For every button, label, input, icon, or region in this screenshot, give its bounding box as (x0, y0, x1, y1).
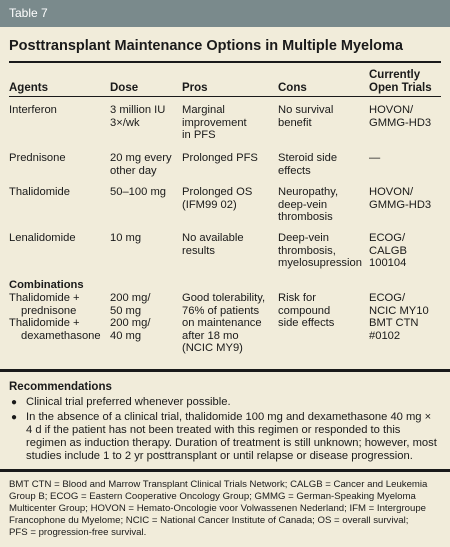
row-thalidomide-agent: Thalidomide (9, 186, 70, 198)
combo-dose-3: 200 mg/ (110, 317, 151, 329)
combo-agent-3: Thalidomide + (9, 317, 80, 329)
combo-dose-1: 200 mg/ (110, 292, 151, 304)
combo-dose-4: 40 mg (110, 329, 142, 342)
title-rule (9, 61, 441, 63)
combo-trials-2: NCIC MY10 (369, 304, 429, 317)
row-prednisone-cons-2: effects (278, 164, 311, 177)
table-bottom-rule (0, 369, 450, 372)
recommendations-bottom-rule (0, 469, 450, 472)
footnote-line-4: Francophone du Myelome; NCIC = National Cancer Institute of Canada; OS = overall survival; (9, 515, 409, 526)
row-interferon-pros-1: Marginal (182, 104, 225, 116)
footnote-line-3: Multicenter Group; HOVON = Hemato-Oncologie voor Volwassenen Nederland; IFM = Intergroupe (9, 503, 426, 514)
recommendation-item-2: In the absence of a clinical trial, thalidomide 100 mg and dexamethasone 40 mg × 4 d if the patient has not been treated with this regimen or responded to this regimen as induction therapy. Duration of treatment is still unknown; however, most studies include 1 to 2 yr posttransplant or until relapse or disease progression. (26, 411, 437, 462)
row-interferon-trials-2: GMMG-HD3 (369, 116, 432, 129)
row-lenalidomide-trials-2: CALGB (369, 244, 407, 257)
combo-trials-1: ECOG/ (369, 292, 406, 304)
row-thalidomide-cons-1: Neuropathy, (278, 186, 339, 198)
footnote-line-1: BMT CTN = Blood and Marrow Transplant Clinical Trials Network; CALGB = Cancer and Leukemia (9, 479, 428, 490)
row-interferon-cons-2: benefit (278, 116, 312, 129)
header-cons: Cons (278, 82, 307, 94)
row-thalidomide-dose-1: 50–100 mg (110, 186, 166, 198)
combo-trials-3: BMT CTN (369, 317, 419, 329)
header-trials-line2: Open Trials (369, 82, 432, 94)
combo-cons-3: side effects (278, 317, 335, 329)
row-interferon-pros-3: in PFS (182, 129, 216, 141)
table-label: Table 7 (9, 6, 48, 20)
row-interferon-pros-2: improvement (182, 116, 247, 129)
combo-trials-4: #0102 (369, 329, 401, 342)
row-lenalidomide-cons-3: myelosupression (278, 257, 362, 269)
combo-agent-2: prednisone (21, 304, 77, 317)
recommendations-heading: Recommendations (9, 381, 112, 393)
header-pros: Pros (182, 82, 208, 94)
combo-dose-2: 50 mg (110, 304, 142, 317)
row-thalidomide-trials-1: HOVON/ (369, 186, 414, 198)
row-prednisone-pros-1: Prolonged PFS (182, 152, 258, 164)
row-prednisone-trials-1: — (369, 152, 381, 164)
row-thalidomide-trials-2: GMMG-HD3 (369, 198, 432, 211)
header-agents: Agents (9, 82, 48, 94)
row-lenalidomide-pros-2: results (182, 244, 215, 257)
header-rule (9, 96, 441, 97)
row-lenalidomide-trials-1: ECOG/ (369, 232, 406, 244)
row-prednisone-dose-2: other day (110, 164, 157, 177)
combo-cons-2: compound (278, 304, 331, 317)
row-prednisone-agent: Prednisone (9, 152, 66, 164)
row-interferon-trials-1: HOVON/ (369, 104, 414, 116)
bullet-icon: ● (11, 412, 18, 423)
footnote-line-2: Group B; ECOG = Eastern Cooperative Oncology Group; GMMG = German-Speaking Myeloma (9, 491, 416, 502)
combo-pros-5: (NCIC MY9) (182, 342, 243, 354)
row-lenalidomide-dose-1: 10 mg (110, 232, 142, 244)
row-interferon-dose-2: 3×/wk (110, 116, 140, 129)
combo-pros-2: 76% of patients (182, 304, 260, 317)
header-dose: Dose (110, 82, 139, 94)
row-interferon-dose-1: 3 million IU (110, 104, 166, 116)
bullet-icon: ● (11, 397, 18, 408)
combinations-label: Combinations (9, 279, 84, 291)
row-thalidomide-cons-3: thrombosis (278, 211, 333, 223)
combo-agent-4: dexamethasone (21, 329, 101, 342)
row-lenalidomide-cons-1: Deep-vein (278, 232, 329, 244)
row-interferon-agent: Interferon (9, 104, 57, 116)
row-lenalidomide-pros-1: No available (182, 232, 244, 244)
header-trials-line1: Currently (369, 69, 421, 81)
combo-pros-1: Good tolerability, (182, 292, 266, 304)
row-thalidomide-pros-2: (IFM99 02) (182, 198, 237, 211)
combo-cons-1: Risk for (278, 292, 316, 304)
recommendation-item-1: Clinical trial preferred whenever possible. (26, 396, 231, 408)
row-prednisone-dose-1: 20 mg every (110, 152, 172, 164)
combo-pros-4: after 18 mo (182, 329, 239, 342)
row-lenalidomide-agent: Lenalidomide (9, 232, 76, 244)
row-interferon-cons-1: No survival (278, 104, 334, 116)
footnote-line-5: PFS = progression-free survival. (9, 527, 147, 538)
table-label-bar (0, 0, 450, 27)
row-thalidomide-cons-2: deep-vein (278, 198, 328, 211)
row-prednisone-cons-1: Steroid side (278, 152, 338, 164)
combo-agent-1: Thalidomide + (9, 292, 80, 304)
table-title: Posttransplant Maintenance Options in Multiple Myeloma (9, 38, 403, 54)
row-lenalidomide-trials-3: 100104 (369, 257, 407, 269)
row-lenalidomide-cons-2: thrombosis, (278, 244, 336, 257)
combo-pros-3: on maintenance (182, 317, 262, 329)
row-thalidomide-pros-1: Prolonged OS (182, 186, 253, 198)
